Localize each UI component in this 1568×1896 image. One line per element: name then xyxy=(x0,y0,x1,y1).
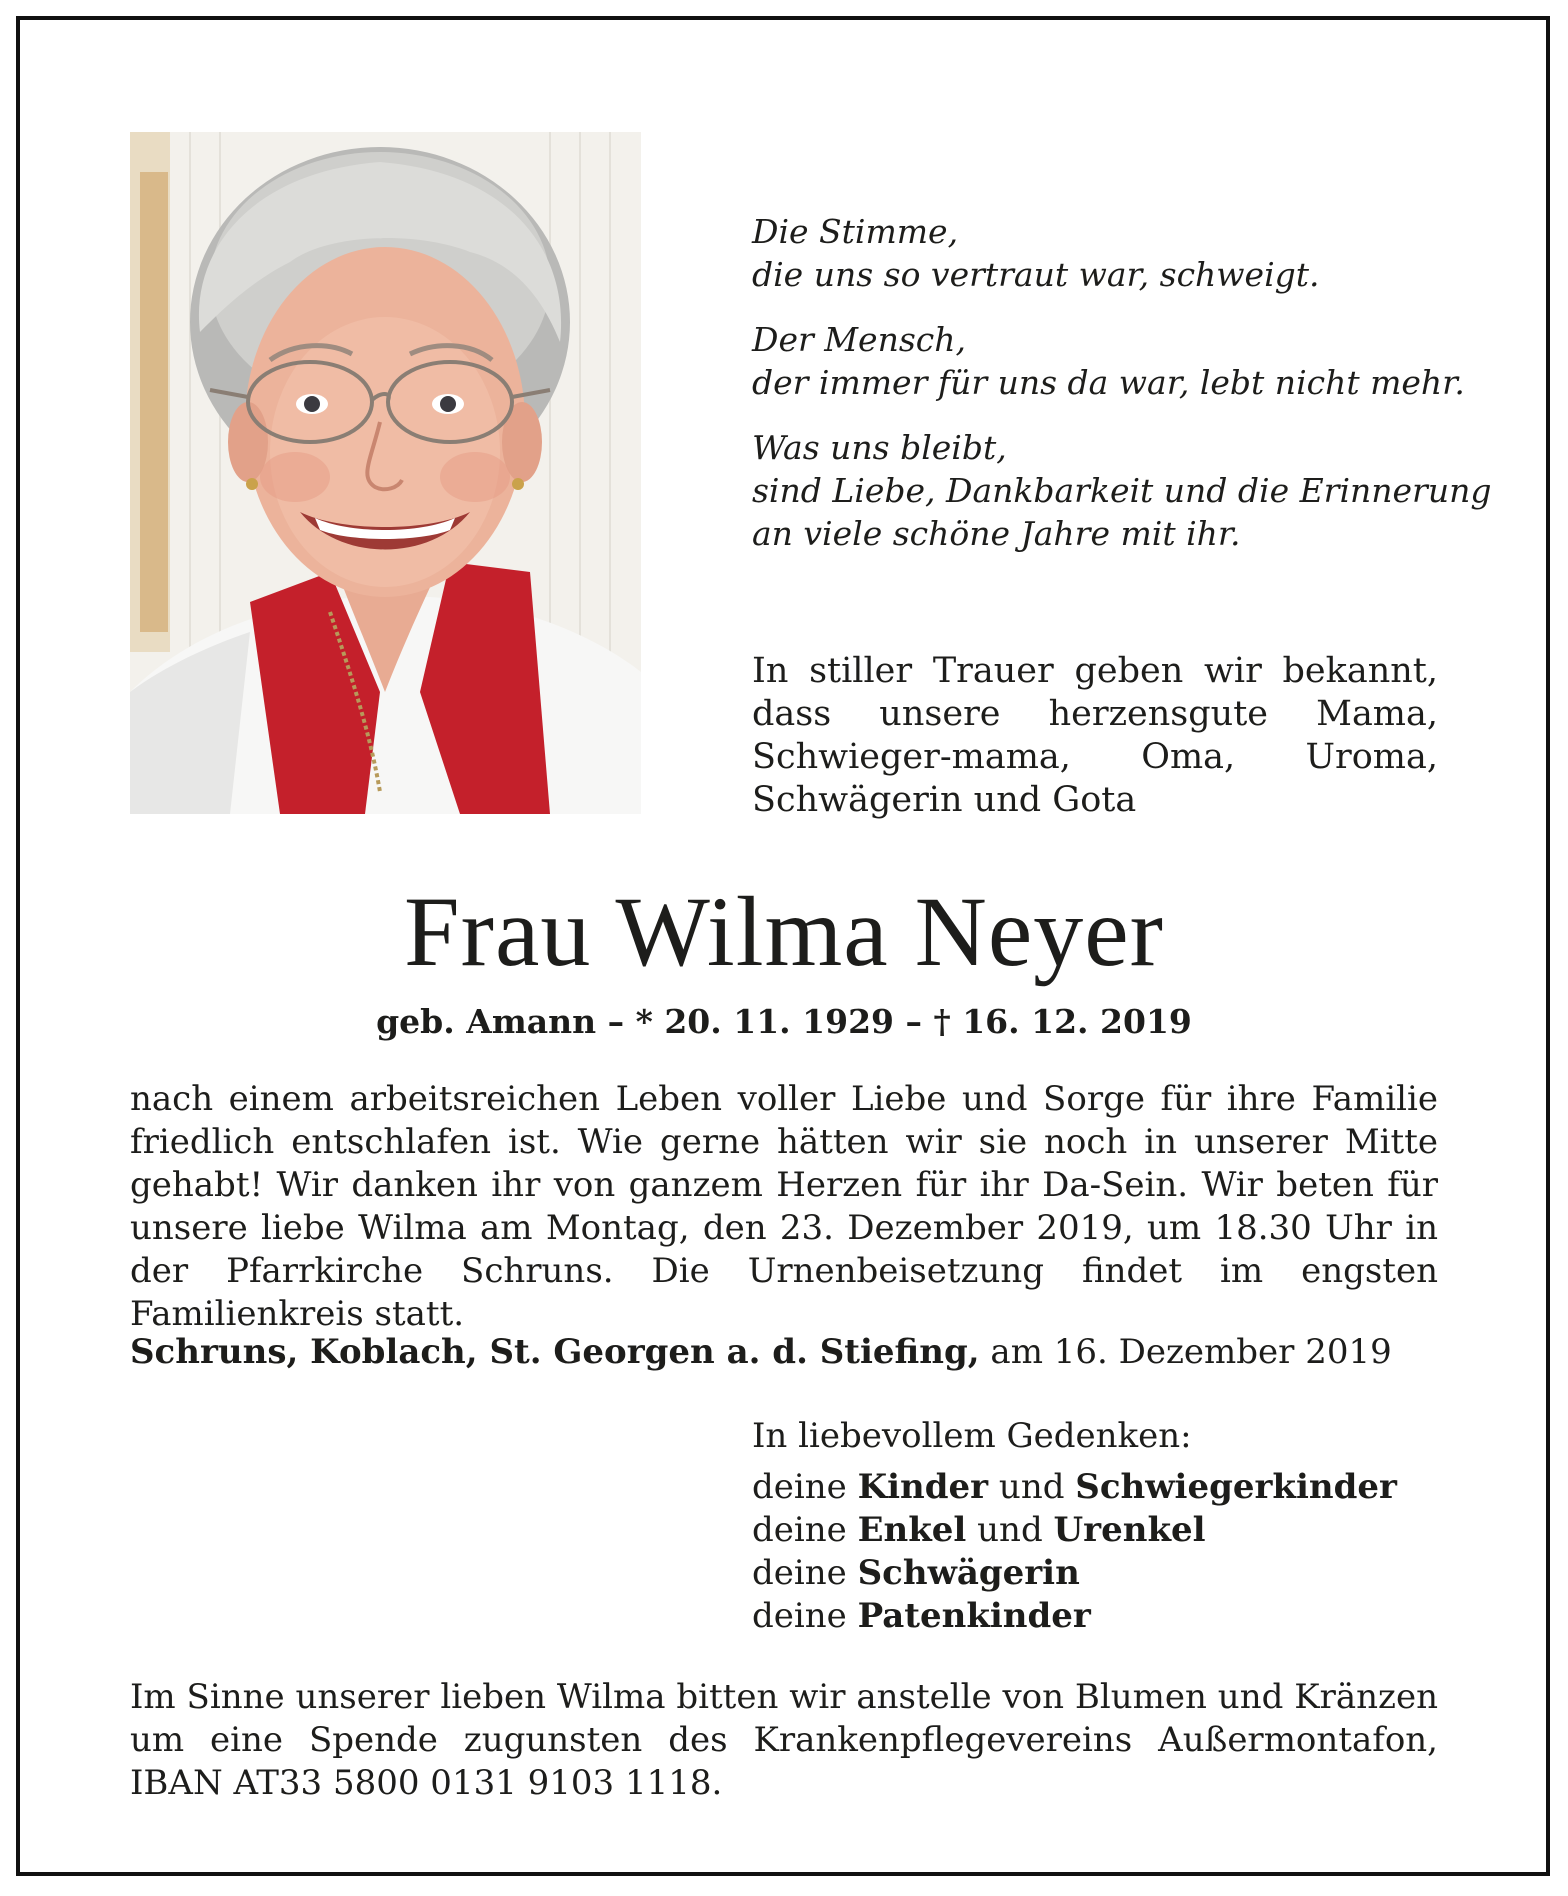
place-date-line xyxy=(130,1330,1440,1374)
poem-line: Was uns bleibt, xyxy=(752,428,1007,467)
poem-line: Die Stimme, xyxy=(752,212,959,251)
deceased-name: Frau Wilma Neyer xyxy=(404,876,1164,987)
mourner-prefix: deine xyxy=(752,1596,847,1636)
poem-line: Der Mensch, xyxy=(752,320,966,359)
mourner-prefix: deine xyxy=(752,1467,847,1507)
portrait-photo xyxy=(130,132,641,814)
mourner-row xyxy=(752,1509,1452,1552)
poem xyxy=(752,210,1492,577)
life-dates: geb. Amann – * 20. 11. 1929 – † 16. 12. 2019 xyxy=(376,1002,1192,1041)
announcement-text: In stiller Trauer geben wir bekannt, dass unsere herzensgute Mama, Schwieger-mama, Oma, Uroma, Schwägerin und Gota xyxy=(752,651,1438,820)
mourner-joiner: und xyxy=(977,1510,1043,1550)
mourner-row xyxy=(752,1552,1452,1595)
mourner-group: Enkel xyxy=(857,1510,967,1550)
mourner-row xyxy=(752,1466,1452,1509)
places: Schruns, Koblach, St. Georgen a. d. Stiefing, xyxy=(130,1332,980,1372)
mourner-row xyxy=(752,1595,1452,1638)
poem-line: an viele schöne Jahre mit ihr. xyxy=(752,514,1241,553)
mourners-intro: In liebevollem Gedenken: xyxy=(752,1416,1192,1456)
mourner-group: Urenkel xyxy=(1053,1510,1206,1550)
mourner-group: Patenkinder xyxy=(857,1596,1091,1636)
poem-stanza xyxy=(752,210,1452,296)
mourner-prefix: deine xyxy=(752,1510,847,1550)
poem-line: sind Liebe, Dankbarkeit und die Erinnerung xyxy=(752,471,1492,510)
main-text: nach einem arbeitsreichen Leben voller Liebe und Sorge für ihre Familie friedlich entschlafen ist. Wie gerne hätten wir sie noch in unserer Mitte gehabt! Wir danken ihr von ganzem Herzen für ihr Da-Sein. Wir beten für unsere liebe Wilma am Montag, den 23. Dezember 2019, um 18.30 Uhr in der Pfarrkirche Schruns. Die Urnenbeisetzung findet im engsten Familienkreis statt. xyxy=(130,1079,1438,1334)
poem-line: der immer für uns da war, lebt nicht mehr. xyxy=(752,363,1465,402)
donation-request: Im Sinne unserer lieben Wilma bitten wir anstelle von Blumen und Kränzen um eine Spende zugunsten des Krankenpflegevereins Außermontafon, IBAN AT33 5800 0131 9103 1118. xyxy=(130,1677,1438,1803)
poem-stanza xyxy=(752,426,1492,555)
poem-line: die uns so vertraut war, schweigt. xyxy=(752,255,1320,294)
mourner-joiner: und xyxy=(998,1467,1065,1507)
mourner-group: Schwiegerkinder xyxy=(1075,1467,1397,1507)
mourners-list xyxy=(752,1415,1452,1638)
mourner-group: Schwägerin xyxy=(857,1553,1080,1593)
poem-stanza xyxy=(752,318,1465,404)
notice-date: am 16. Dezember 2019 xyxy=(990,1332,1392,1372)
mourner-group: Kinder xyxy=(857,1467,989,1507)
mourner-prefix: deine xyxy=(752,1553,847,1593)
